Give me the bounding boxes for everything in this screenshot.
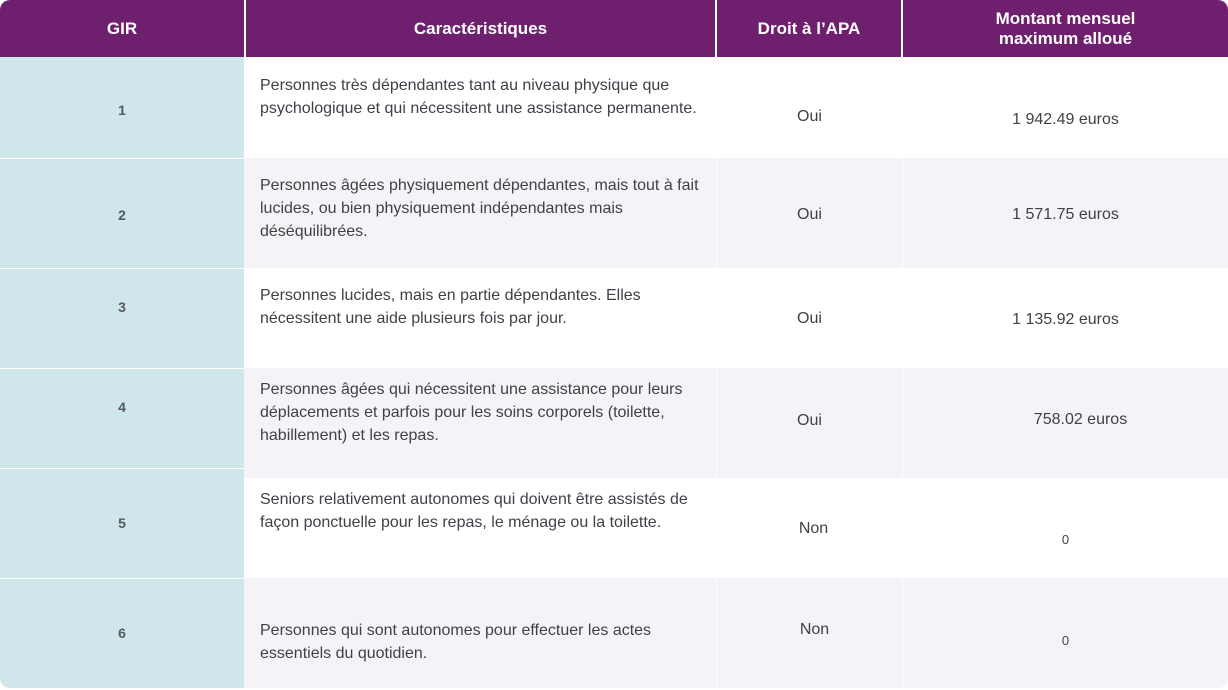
header-montant xyxy=(903,0,1228,57)
gir-cell-4: 4 xyxy=(0,368,244,478)
gir-row-divider xyxy=(0,468,244,469)
gir-cell-5: 5 xyxy=(0,478,244,578)
gir-cell-6: 6 xyxy=(0,578,244,688)
gir-cell-2: 2 xyxy=(0,158,244,268)
montant-cell-4: 758.02 euros xyxy=(903,368,1228,478)
header-gir: GIR xyxy=(0,0,244,57)
gir-cell-3: 3 xyxy=(0,268,244,368)
carac-cell-4: Personnes âgées qui nécessitent une assistance pour leurs déplacements et parfois pour les soins corporels (toilette, habillement) et les repas. xyxy=(244,368,716,478)
carac-cell-3: Personnes lucides, mais en partie dépendantes. Elles nécessitent une aide plusieurs fois par jour. xyxy=(244,268,716,368)
montant-cell-5: 0 xyxy=(903,478,1228,578)
droit-cell-5: Non xyxy=(716,478,903,578)
montant-cell-3: 1 135.92 euros xyxy=(903,268,1228,368)
droit-cell-1: Oui xyxy=(716,57,903,158)
droit-cell-4: Oui xyxy=(716,368,903,478)
droit-cell-3: Oui xyxy=(716,268,903,368)
carac-cell-6: Personnes qui sont autonomes pour effectuer les actes essentiels du quotidien. xyxy=(244,578,716,688)
carac-cell-5: Seniors relativement autonomes qui doivent être assistés de façon ponctuelle pour les repas, le ménage ou la toilette. xyxy=(244,478,716,578)
montant-cell-2: 1 571.75 euros xyxy=(903,158,1228,268)
gir-row-divider xyxy=(0,578,244,579)
carac-cell-1: Personnes très dépendantes tant au niveau physique que psychologique et qui nécessitent une assistance permanente. xyxy=(244,57,716,158)
header-droit-apa: Droit à l’APA xyxy=(717,0,901,57)
gir-row-divider xyxy=(0,368,244,369)
gir-row-divider xyxy=(0,268,244,269)
header-montant-line1: Montant mensuel xyxy=(995,8,1136,28)
header-caracteristiques: Caractéristiques xyxy=(246,0,715,57)
gir-cell-1: 1 xyxy=(0,57,244,158)
montant-cell-1: 1 942.49 euros xyxy=(903,57,1228,158)
header-montant-line2: maximum alloué xyxy=(998,28,1133,48)
droit-cell-6: Non xyxy=(716,578,903,688)
gir-row-divider xyxy=(0,158,244,159)
montant-cell-6: 0 xyxy=(903,578,1228,688)
carac-cell-2: Personnes âgées physiquement dépendantes, mais tout à fait lucides, ou bien physiquement indépendantes mais déséquilibrées. xyxy=(244,158,716,268)
droit-cell-2: Oui xyxy=(716,158,903,268)
